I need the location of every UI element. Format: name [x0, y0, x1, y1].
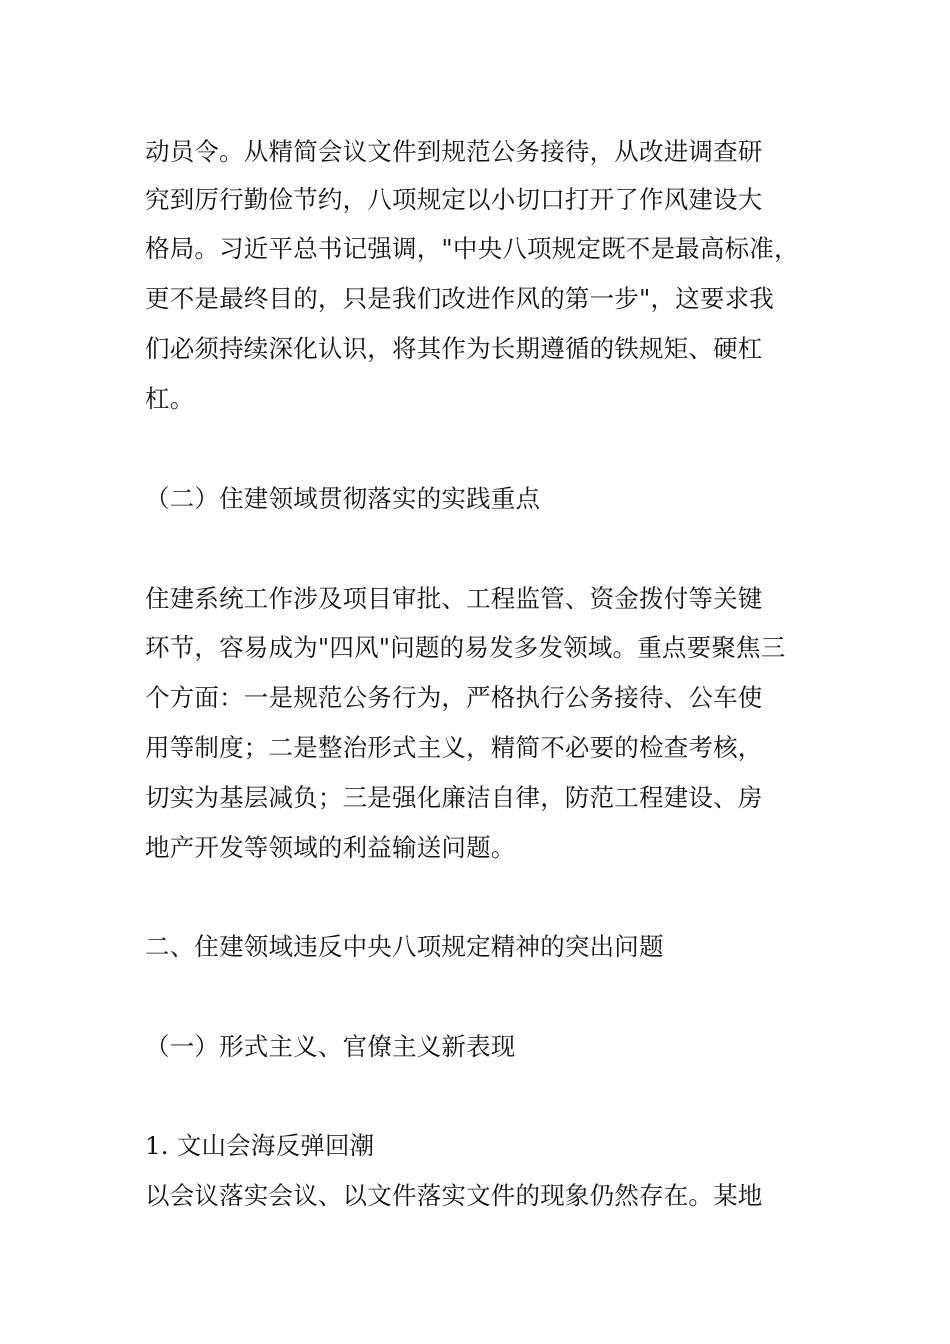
paragraph-1-line-3: 格局。习近平总书记强调，"中央八项规定既不是最高标准， — [145, 234, 799, 263]
subsection-heading-1: 1. 文山会海反弹回潮 — [145, 1131, 375, 1160]
paragraph-2-line-4: 用等制度；二是整治形式主义，精简不必要的检查考核， — [145, 733, 763, 762]
paragraph-2-line-5: 切实为基层减负；三是强化廉洁自律，防范工程建设、房 — [145, 783, 763, 812]
section-heading-1: （一）形式主义、官僚主义新表现 — [145, 1032, 516, 1061]
paragraph-1-line-4: 更不是最终目的，只是我们改进作风的第一步"，这要求我 — [145, 284, 774, 313]
paragraph-3-line-1: 以会议落实会议、以文件落实文件的现象仍然存在。某地 — [145, 1181, 763, 1210]
chapter-heading-2: 二、住建领域违反中央八项规定精神的突出问题 — [145, 932, 664, 961]
paragraph-2-line-2: 环节，容易成为"四风"问题的易发多发领域。重点要聚焦三 — [145, 633, 786, 662]
paragraph-1-line-5: 们必须持续深化认识，将其作为长期遵循的铁规矩、硬杠 — [145, 334, 763, 363]
paragraph-1-line-2: 究到厉行勤俭节约，八项规定以小切口打开了作风建设大 — [145, 185, 763, 214]
section-heading-2: （二）住建领域贯彻落实的实践重点 — [145, 484, 541, 513]
paragraph-1-line-6: 杠。 — [145, 384, 195, 413]
paragraph-2-line-3: 个方面：一是规范公务行为，严格执行公务接待、公车使 — [145, 683, 763, 712]
paragraph-2-line-6: 地产开发等领域的利益输送问题。 — [145, 833, 516, 862]
paragraph-1-line-1: 动员令。从精简会议文件到规范公务接待，从改进调查研 — [145, 137, 763, 166]
paragraph-2-line-1: 住建系统工作涉及项目审批、工程监管、资金拨付等关键 — [145, 584, 763, 613]
